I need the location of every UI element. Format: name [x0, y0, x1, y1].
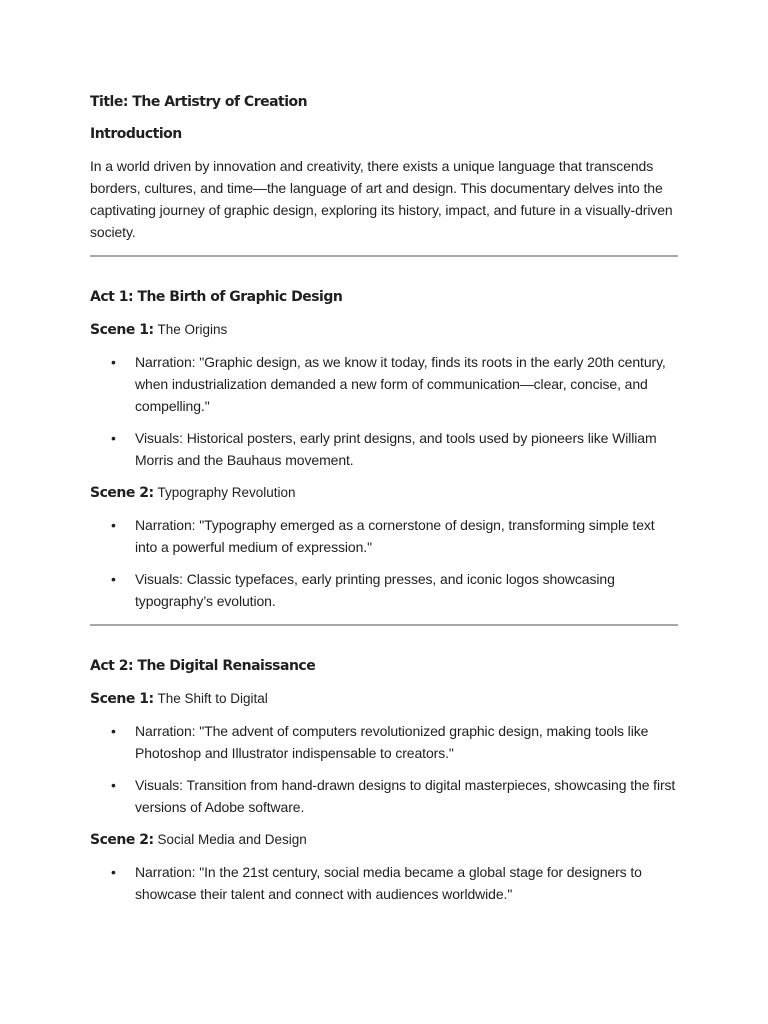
bullet-list — [90, 720, 678, 818]
act-section — [90, 286, 678, 612]
scene-name: The Shift to Digital — [157, 691, 268, 706]
list-item — [90, 861, 678, 905]
scene-heading — [90, 481, 678, 504]
bullet-text: Visuals: Transition from hand-drawn designs to digital masterpieces, showcasing the first versions of Adobe software. — [135, 777, 676, 815]
bullet-icon: • — [111, 354, 116, 370]
list-item — [90, 774, 678, 818]
scene-heading — [90, 318, 678, 341]
scene-name: Typography Revolution — [157, 485, 296, 500]
scene-heading — [90, 687, 678, 710]
scene-label: Scene 1: — [90, 322, 154, 338]
document-title: Title: The Artistry of Creation — [90, 94, 308, 110]
bullet-text: Narration: "In the 21st century, social media became a global stage for designers to showcase their talent and connect with audiences worldwide." — [135, 864, 642, 902]
bullet-icon: • — [111, 430, 116, 446]
act-heading: Act 1: The Birth of Graphic Design — [90, 289, 343, 305]
scene-name: The Origins — [157, 322, 228, 337]
bullet-text: Visuals: Classic typefaces, early printing presses, and iconic logos showcasing typography’s evolution. — [135, 571, 615, 609]
scene-label: Scene 2: — [90, 832, 154, 848]
scene-name: Social Media and Design — [157, 832, 307, 847]
bullet-list — [90, 861, 678, 905]
section-divider — [90, 255, 678, 257]
introduction-heading: Introduction — [90, 126, 182, 142]
list-item — [90, 720, 678, 764]
bullet-icon: • — [111, 517, 116, 533]
scene-label: Scene 1: — [90, 691, 154, 707]
bullet-icon: • — [111, 571, 116, 587]
act-section — [90, 655, 678, 905]
bullet-list — [90, 514, 678, 612]
bullet-text: Narration: "Typography emerged as a cornerstone of design, transforming simple text into a powerful medium of expression." — [135, 517, 655, 555]
bullet-text: Visuals: Historical posters, early print designs, and tools used by pioneers like William Morris and the Bauhaus movement. — [135, 430, 657, 468]
list-item — [90, 568, 678, 612]
list-item — [90, 351, 678, 417]
section-divider — [90, 624, 678, 626]
scene-heading — [90, 828, 678, 851]
introduction-paragraph: In a world driven by innovation and creativity, there exists a unique language that transcends borders, cultures, and time—the language of art and design. This documentary delves into the captivating journey of graphic design, exploring its history, impact, and future in a visually-driven society. — [90, 158, 673, 240]
scene-label: Scene 2: — [90, 485, 154, 501]
document-page — [90, 91, 678, 905]
bullet-icon: • — [111, 777, 116, 793]
list-item — [90, 514, 678, 558]
bullet-icon: • — [111, 864, 116, 880]
bullet-text: Narration: "Graphic design, as we know it today, finds its roots in the early 20th century, when industrialization demanded a new form of communication—clear, concise, and compelling." — [135, 354, 666, 414]
bullet-text: Narration: "The advent of computers revolutionized graphic design, making tools like Photoshop and Illustrator indispensable to creators." — [135, 723, 649, 761]
act-heading: Act 2: The Digital Renaissance — [90, 658, 316, 674]
list-item — [90, 427, 678, 471]
bullet-icon: • — [111, 723, 116, 739]
bullet-list — [90, 351, 678, 471]
